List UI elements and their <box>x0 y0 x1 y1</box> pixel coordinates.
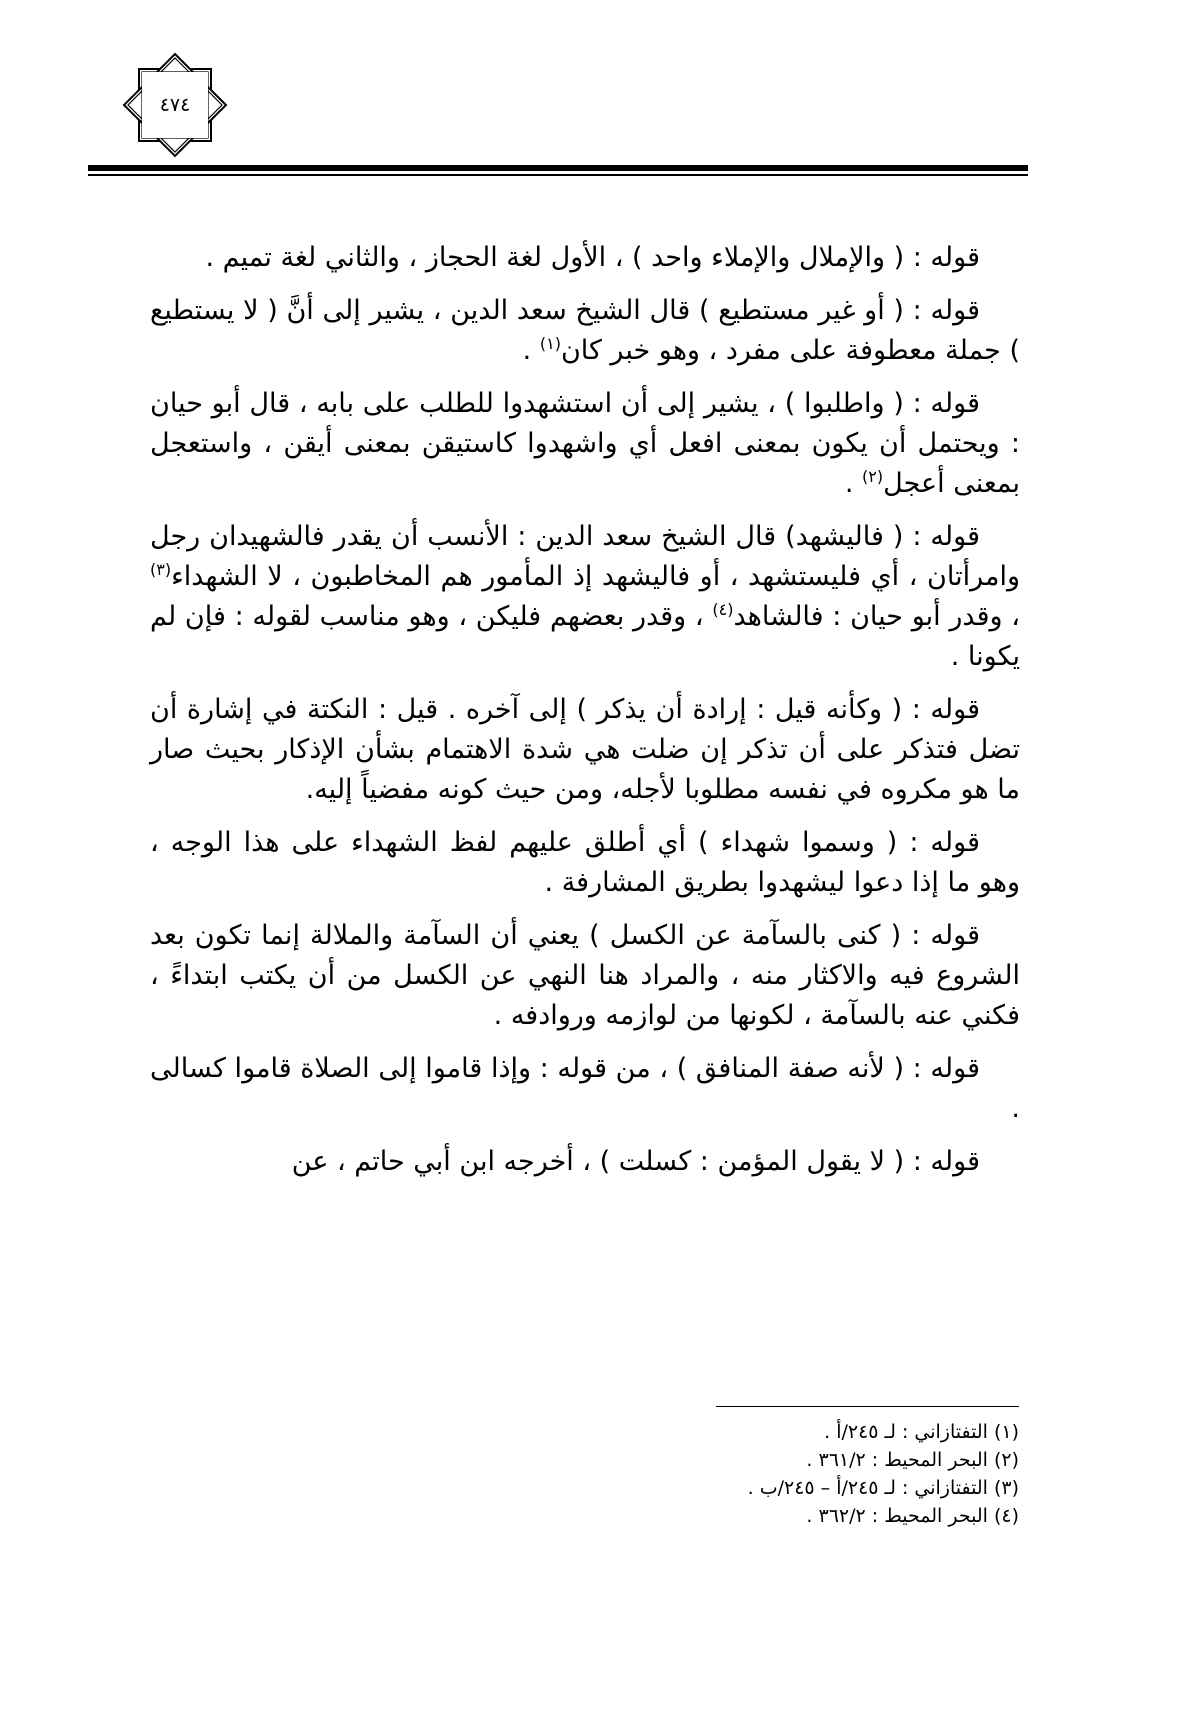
footnote-marker: (٢) <box>862 467 884 486</box>
paragraph <box>150 384 1020 504</box>
paragraph <box>150 517 1020 677</box>
footnote: (٢) البحر المحيط : ٣٦١/٢ . <box>806 1449 1019 1471</box>
main-text <box>150 238 1020 1195</box>
paragraph: قوله : ( وكأنه قيل : إرادة أن يذكر ) إلى آخره . قيل : النكتة في إشارة أن تضل فتذكر على أن تذكر إن ضلت هي شدة الاهتمام بشأن الإذكار بحيث صار ما هو مكروه في نفسه مطلوبا لأجله، ومن حيث كونه مفضياً إليه. <box>150 694 1020 805</box>
header-rule-thin <box>88 174 1028 176</box>
footnote-marker: (١) <box>539 334 561 353</box>
paragraph-end: . <box>522 335 540 366</box>
footnotes <box>600 1418 1019 1530</box>
paragraph: قوله : ( وسموا شهداء ) أي أطلق عليهم لفظ الشهداء على هذا الوجه ، وهو ما إذا دعوا ليشهدوا بطريق المشارفة . <box>150 827 1020 898</box>
paragraph-end: . <box>844 468 863 499</box>
paragraph: قوله : ( لا يقول المؤمن : كسلت ) ، أخرجه ابن أبي حاتم ، عن <box>291 1146 980 1177</box>
paragraph-text: قوله : ( فاليشهد) قال الشيخ سعد الدين : الأنسب أن يقدر فالشهيدان رجل وامرأتان ، أي فليستشهد ، أو فاليشهد إذ المأمور هم المخاطبون ، لا الشهداء <box>150 521 1020 592</box>
paragraph-text: ، وقدر بعضهم فليكن ، وهو مناسب لقوله : فإن لم يكونا . <box>150 601 1020 672</box>
paragraph: قوله : ( لأنه صفة المنافق ) ، من قوله : وإذا قاموا إلى الصلاة قاموا كسالى . <box>150 1053 1020 1124</box>
footnote: (٤) البحر المحيط : ٣٦٢/٢ . <box>806 1505 1019 1527</box>
header-rule-thick <box>88 165 1028 171</box>
footnote-marker: (٣) <box>150 560 172 579</box>
paragraph: قوله : ( والإملال والإملاء واحد ) ، الأول لغة الحجاز ، والثاني لغة تميم . <box>205 242 980 273</box>
paragraph-text: قوله : ( واطلبوا ) ، يشير إلى أن استشهدوا للطلب على بابه ، قال أبو حيان : ويحتمل أن يكون بمعنى افعل أي واشهدوا كاستيقن بمعنى أيقن ، واستعجل بمعنى أعجل <box>150 388 1020 499</box>
footnote-marker: (٤) <box>712 600 734 619</box>
paragraph: قوله : ( كنى بالسآمة عن الكسل ) يعني أن السآمة والملالة إنما تكون بعد الشروع فيه والاكثار منه ، والمراد هنا النهي عن الكسل من أن يكتب ابتداءً ، فكني عنه بالسآمة ، لكونها من لوازمه وروادفه . <box>150 920 1020 1031</box>
footnote-separator <box>716 1406 1019 1407</box>
page-number: ٤٧٤ <box>159 94 191 116</box>
paragraph-text: قوله : ( أو غير مستطيع ) قال الشيخ سعد الدين ، يشير إلى أنَّ ( لا يستطيع ) جملة معطوفة على مفرد ، وهو خبر كان <box>150 295 1020 366</box>
paragraph-text: ، وقدر أبو حيان : فالشاهد <box>733 601 1020 632</box>
footnote: (١) التفتازاني : لـ ٢٤٥/أ . <box>824 1421 1019 1443</box>
paragraph <box>150 291 1020 371</box>
footnote: (٣) التفتازاني : لـ ٢٤٥/أ – ٢٤٥/ب . <box>747 1477 1019 1499</box>
